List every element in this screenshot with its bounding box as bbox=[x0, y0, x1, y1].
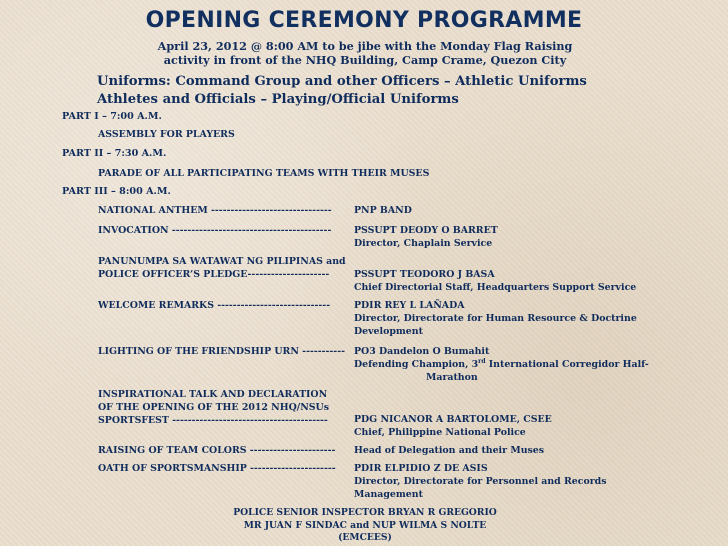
performer-title: Director, Chaplain Service bbox=[354, 237, 493, 249]
program-item-label: INVOCATION ----------------------------------------- bbox=[98, 225, 332, 236]
program-item-label: NATIONAL ANTHEM ------------------------------- bbox=[98, 205, 332, 216]
performer-title: Defending Champion, 3rd International Corregidor Half- bbox=[354, 357, 649, 370]
emcee-label: (EMCEES) bbox=[338, 532, 392, 544]
part1-item: ASSEMBLY FOR PLAYERS bbox=[98, 129, 235, 140]
performer-title: Chief Directorial Staff, Headquarters Support Service bbox=[354, 281, 637, 293]
event-date-line: April 23, 2012 @ 8:00 AM to be jibe with the Monday Flag Raising bbox=[157, 39, 573, 53]
program-item-oath bbox=[98, 463, 336, 476]
program-item-label: POLICE OFFICER’S PLEDGE--------------------- bbox=[98, 268, 330, 280]
program-item-welcome-performer bbox=[354, 300, 637, 338]
program-item-label: OF THE OPENING OF THE 2012 NHQ/NSUs bbox=[98, 401, 329, 413]
emcee-line: POLICE SENIOR INSPECTOR BRYAN R GREGORIO bbox=[233, 507, 497, 518]
program-item-welcome bbox=[98, 300, 330, 313]
program-item-urn bbox=[98, 346, 345, 359]
performer-title: Director, Directorate for Human Resource & Doctrine bbox=[354, 312, 637, 324]
program-item-oath-performer bbox=[354, 463, 606, 501]
part3-heading: PART III – 8:00 A.M. bbox=[62, 186, 171, 197]
program-item-label: OATH OF SPORTSMANSHIP ---------------------- bbox=[98, 463, 336, 474]
program-item-label: LIGHTING OF THE FRIENDSHIP URN ----------- bbox=[98, 346, 345, 357]
performer-title: Management bbox=[354, 488, 423, 500]
part1-heading: PART I – 7:00 A.M. bbox=[62, 111, 162, 122]
emcee-line: MR JUAN F SINDAC and NUP WILMA S NOLTE bbox=[243, 519, 487, 531]
performer-name: PDIR ELPIDIO Z DE ASIS bbox=[354, 463, 488, 474]
program-item-pledge bbox=[98, 256, 346, 282]
program-item-anthem bbox=[98, 205, 332, 218]
program-item-anthem-performer bbox=[354, 205, 412, 218]
uniforms-officers: Uniforms: Command Group and other Officers – Athletic Uniforms bbox=[97, 74, 587, 89]
performer-name: PSSUPT DEODY O BARRET bbox=[354, 225, 498, 236]
performer-title: Director, Directorate for Personnel and Records bbox=[354, 475, 607, 487]
performer-title: Chief, Philippine National Police bbox=[354, 426, 526, 438]
program-item-team-colors-performer bbox=[354, 445, 544, 458]
performer-name: PDG NICANOR A BARTOLOME, CSEE bbox=[354, 414, 552, 425]
performer-name: PNP BAND bbox=[354, 205, 412, 216]
program-item-pledge-performer bbox=[354, 269, 636, 295]
program-item-label: PANUNUMPA SA WATAWAT NG PILIPINAS and bbox=[98, 256, 346, 267]
program-item-label: INSPIRATIONAL TALK AND DECLARATION bbox=[98, 389, 328, 400]
performer-name: PSSUPT TEODORO J BASA bbox=[354, 269, 495, 280]
program-item-label: SPORTSFEST ---------------------------------------- bbox=[98, 414, 328, 426]
uniforms-athletes: Athletes and Officials – Playing/Official Uniforms bbox=[97, 92, 459, 107]
performer-name: PO3 Dandelon O Bumahit bbox=[354, 346, 490, 357]
page-title: OPENING CEREMONY PROGRAMME bbox=[145, 8, 583, 33]
program-item-invocation-performer bbox=[354, 225, 498, 251]
part2-heading: PART II – 7:30 A.M. bbox=[62, 148, 167, 159]
event-venue-line: activity in front of the NHQ Building, Camp Crame, Quezon City bbox=[163, 53, 567, 67]
program-item-label: RAISING OF TEAM COLORS ---------------------- bbox=[98, 445, 336, 456]
part2-item: PARADE OF ALL PARTICIPATING TEAMS WITH THEIR MUSES bbox=[98, 168, 430, 179]
program-item-label: WELCOME REMARKS ----------------------------- bbox=[98, 300, 331, 311]
program-item-invocation bbox=[98, 225, 331, 238]
program-item-inspirational-talk-performer bbox=[354, 414, 552, 440]
program-item-inspirational-talk bbox=[98, 389, 329, 427]
performer-title: Development bbox=[354, 325, 423, 337]
performer-name: PDIR REY L LAÑADA bbox=[354, 300, 465, 311]
performer-title: Marathon bbox=[426, 371, 478, 383]
performer-name: Head of Delegation and their Muses bbox=[354, 445, 545, 456]
program-item-team-colors bbox=[98, 445, 335, 458]
program-item-urn-performer bbox=[354, 346, 649, 384]
emcees-block bbox=[200, 507, 530, 545]
